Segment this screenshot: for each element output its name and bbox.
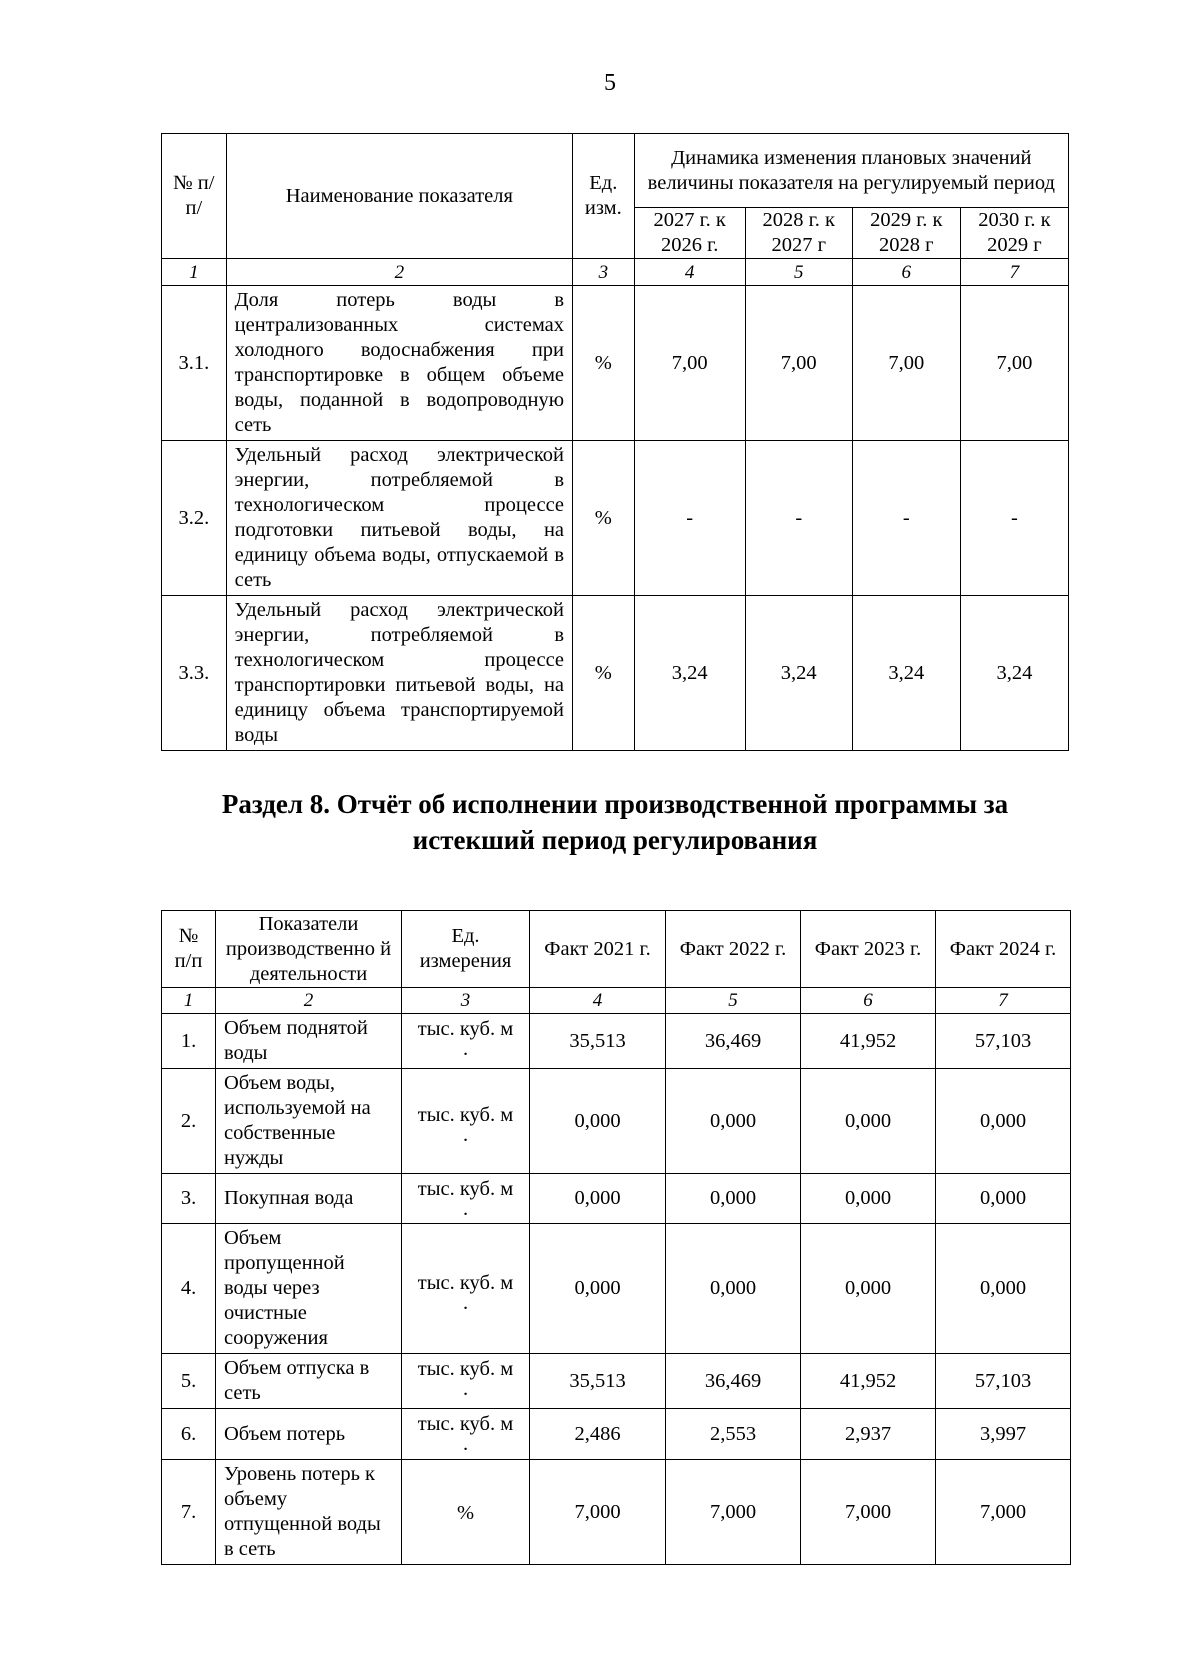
row-value: 7,000 <box>666 1460 801 1565</box>
row-unit <box>402 1174 530 1224</box>
row-name: Уровень потерь к объему отпущенной воды в сеть <box>216 1460 402 1565</box>
header-year: Факт 2021 г. <box>530 911 666 988</box>
row-num: 3.3. <box>162 596 227 751</box>
row-value: 3,997 <box>936 1409 1071 1460</box>
row-value: 2,486 <box>530 1409 666 1460</box>
index-cell: 6 <box>852 259 960 286</box>
row-name: Удельный расход электрической энергии, потребляемой в технологическом процессе транспортировки питьевой воды, на единицу объема транспортируемой воды <box>226 596 572 751</box>
row-value: 7,00 <box>634 286 745 441</box>
row-value: 3,24 <box>960 596 1068 751</box>
unit-dot: . <box>462 1433 469 1455</box>
header-name: Показатели производственно й деятельности <box>216 911 402 988</box>
row-value: 57,103 <box>936 1014 1071 1069</box>
row-num: 4. <box>162 1224 216 1354</box>
row-unit <box>402 1069 530 1174</box>
index-cell: 7 <box>936 988 1071 1014</box>
row-value: 41,952 <box>801 1014 936 1069</box>
row-value: - <box>745 441 852 596</box>
page-number: 5 <box>604 70 616 96</box>
table-row <box>162 1014 1071 1069</box>
row-name: Объем потерь <box>216 1409 402 1460</box>
unit-text: тыс. куб. м <box>417 1178 514 1200</box>
table-row <box>162 1069 1071 1174</box>
row-name: Объем пропущенной воды через очистные сооружения <box>216 1224 402 1354</box>
row-value: 35,513 <box>530 1354 666 1409</box>
table-row <box>162 1460 1071 1565</box>
header-period: 2027 г. к 2026 г. <box>634 208 745 259</box>
row-num: 3. <box>162 1174 216 1224</box>
header-dynamics: Динамика изменения плановых значений величины показателя на регулируемый период <box>634 134 1068 208</box>
header-num: № п/п/ <box>162 134 227 259</box>
row-value: 7,000 <box>530 1460 666 1565</box>
index-cell: 6 <box>801 988 936 1014</box>
row-unit <box>402 1409 530 1460</box>
row-unit: % <box>573 596 635 751</box>
row-name: Удельный расход электрической энергии, потребляемой в технологическом процессе подготовки питьевой воды, на единицу объема воды, отпускаемой в сеть <box>226 441 572 596</box>
header-num: № п/п <box>162 911 216 988</box>
row-name: Покупная вода <box>216 1174 402 1224</box>
unit-dot: . <box>462 1124 469 1146</box>
row-value: 0,000 <box>666 1224 801 1354</box>
row-unit <box>402 1014 530 1069</box>
header-period: 2030 г. к 2029 г <box>960 208 1068 259</box>
row-name: Объем поднятой воды <box>216 1014 402 1069</box>
row-value: 35,513 <box>530 1014 666 1069</box>
unit-text: % <box>456 1502 475 1524</box>
table-row <box>162 596 1069 751</box>
index-cell: 5 <box>666 988 801 1014</box>
table-row <box>162 1354 1071 1409</box>
index-cell: 1 <box>162 988 216 1014</box>
index-row <box>162 988 1071 1014</box>
unit-text: тыс. куб. м <box>417 1018 514 1040</box>
row-unit <box>402 1224 530 1354</box>
row-value: 0,000 <box>530 1174 666 1224</box>
row-value: 0,000 <box>666 1069 801 1174</box>
row-name: Объем отпуска в сеть <box>216 1354 402 1409</box>
row-unit: % <box>573 286 635 441</box>
index-cell: 4 <box>634 259 745 286</box>
table-row <box>162 1174 1071 1224</box>
row-value: 7,00 <box>745 286 852 441</box>
row-unit <box>402 1460 530 1565</box>
header-year: Факт 2024 г. <box>936 911 1071 988</box>
header-name: Наименование показателя <box>226 134 572 259</box>
header-row <box>162 911 1071 988</box>
index-cell: 3 <box>402 988 530 1014</box>
index-row <box>162 259 1069 286</box>
row-value: 36,469 <box>666 1014 801 1069</box>
row-value: 3,24 <box>745 596 852 751</box>
unit-text: тыс. куб. м <box>417 1413 514 1435</box>
row-value: 57,103 <box>936 1354 1071 1409</box>
row-value: 7,000 <box>801 1460 936 1565</box>
row-value: 0,000 <box>801 1069 936 1174</box>
row-value: - <box>634 441 745 596</box>
row-value: 7,00 <box>852 286 960 441</box>
row-num: 3.2. <box>162 441 227 596</box>
index-cell: 4 <box>530 988 666 1014</box>
header-period: 2029 г. к 2028 г <box>852 208 960 259</box>
row-num: 6. <box>162 1409 216 1460</box>
header-year: Факт 2023 г. <box>801 911 936 988</box>
table-row <box>162 1224 1071 1354</box>
row-value: 7,00 <box>960 286 1068 441</box>
row-value: - <box>852 441 960 596</box>
header-period: 2028 г. к 2027 г <box>745 208 852 259</box>
row-name: Доля потерь воды в централизованных системах холодного водоснабжения при транспортировке в общем объеме воды, поданной в водопроводную сеть <box>226 286 572 441</box>
unit-text: тыс. куб. м <box>417 1358 514 1380</box>
row-value: 2,937 <box>801 1409 936 1460</box>
table-row <box>162 441 1069 596</box>
table-row <box>162 1409 1071 1460</box>
row-value: - <box>960 441 1068 596</box>
header-unit: Ед. изм. <box>573 134 635 259</box>
index-cell: 2 <box>216 988 402 1014</box>
unit-text: тыс. куб. м <box>417 1104 514 1126</box>
section-title: Раздел 8. Отчёт об исполнении производственной программы за истекший период регулирования <box>221 789 1009 855</box>
header-year: Факт 2022 г. <box>666 911 801 988</box>
row-num: 7. <box>162 1460 216 1565</box>
row-value: 7,000 <box>936 1460 1071 1565</box>
row-unit: % <box>573 441 635 596</box>
program-report-table <box>161 910 1071 1565</box>
row-value: 0,000 <box>666 1174 801 1224</box>
row-value: 0,000 <box>530 1069 666 1174</box>
row-value: 0,000 <box>936 1174 1071 1224</box>
row-value: 41,952 <box>801 1354 936 1409</box>
row-value: 0,000 <box>936 1069 1071 1174</box>
row-value: 2,553 <box>666 1409 801 1460</box>
row-value: 36,469 <box>666 1354 801 1409</box>
row-unit <box>402 1354 530 1409</box>
row-value: 0,000 <box>936 1224 1071 1354</box>
row-value: 3,24 <box>852 596 960 751</box>
index-cell: 7 <box>960 259 1068 286</box>
unit-dot: . <box>462 1198 469 1220</box>
index-cell: 1 <box>162 259 227 286</box>
index-cell: 5 <box>745 259 852 286</box>
row-name: Объем воды, используемой на собственные нужды <box>216 1069 402 1174</box>
table-row <box>162 286 1069 441</box>
row-num: 5. <box>162 1354 216 1409</box>
unit-text: тыс. куб. м <box>417 1271 514 1294</box>
index-cell: 3 <box>573 259 635 286</box>
row-value: 0,000 <box>801 1174 936 1224</box>
header-unit: Ед. измерения <box>402 911 530 988</box>
unit-dot: . <box>462 1378 469 1400</box>
planned-indicators-table <box>161 133 1069 751</box>
row-num: 3.1. <box>162 286 227 441</box>
unit-dot: . <box>462 1038 469 1060</box>
header-row <box>162 134 1069 208</box>
row-value: 3,24 <box>634 596 745 751</box>
row-num: 2. <box>162 1069 216 1174</box>
unit-dot: . <box>462 1291 469 1314</box>
row-num: 1. <box>162 1014 216 1069</box>
index-cell: 2 <box>226 259 572 286</box>
row-value: 0,000 <box>801 1224 936 1354</box>
row-value: 0,000 <box>530 1224 666 1354</box>
